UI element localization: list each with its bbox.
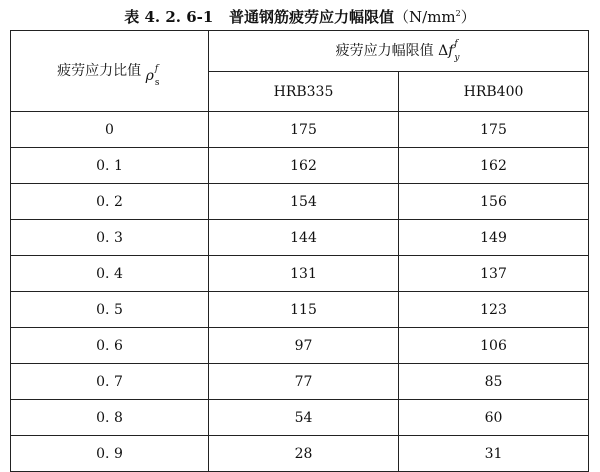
hrb400-cell: 149 <box>399 220 589 256</box>
ratio-cell: 0. 8 <box>11 400 209 436</box>
hrb335-cell: 144 <box>209 220 399 256</box>
hrb400-cell: 85 <box>399 364 589 400</box>
ratio-cell: 0. 6 <box>11 328 209 364</box>
ratio-cell: 0. 5 <box>11 292 209 328</box>
limit-symbol: Δf f y <box>438 39 460 63</box>
table-row <box>11 328 589 364</box>
hrb335-cell: 54 <box>209 400 399 436</box>
hrb400-cell: 175 <box>399 112 589 148</box>
hrb400-cell: 106 <box>399 328 589 364</box>
hrb400-cell: 60 <box>399 400 589 436</box>
table-row <box>11 148 589 184</box>
table-title-text: 普通钢筋疲劳应力幅限值 <box>229 8 395 26</box>
column-header-hrb335: HRB335 <box>209 72 399 112</box>
hrb335-cell: 175 <box>209 112 399 148</box>
hrb400-cell: 31 <box>399 436 589 472</box>
ratio-cell: 0. 1 <box>11 148 209 184</box>
hrb335-cell: 131 <box>209 256 399 292</box>
table-row <box>11 184 589 220</box>
hrb335-cell: 97 <box>209 328 399 364</box>
table-row <box>11 256 589 292</box>
table-title <box>0 6 600 27</box>
hrb335-cell: 162 <box>209 148 399 184</box>
column-header-hrb400: HRB400 <box>399 72 589 112</box>
ratio-cell: 0 <box>11 112 209 148</box>
hrb335-cell: 154 <box>209 184 399 220</box>
limit-header-cell: 疲劳应力幅限值 Δf f y <box>209 31 589 72</box>
hrb335-cell: 115 <box>209 292 399 328</box>
hrb400-cell: 123 <box>399 292 589 328</box>
hrb335-cell: 77 <box>209 364 399 400</box>
table-row <box>11 292 589 328</box>
table-row <box>11 220 589 256</box>
hrb335-cell: 28 <box>209 436 399 472</box>
table-row <box>11 400 589 436</box>
hrb400-cell: 156 <box>399 184 589 220</box>
hrb400-cell: 137 <box>399 256 589 292</box>
ratio-symbol: ρ f s <box>145 64 160 88</box>
ratio-cell: 0. 9 <box>11 436 209 472</box>
header-row <box>11 31 589 72</box>
table-row <box>11 364 589 400</box>
fatigue-stress-table <box>10 30 589 472</box>
ratio-header-cell: 疲劳应力比值 ρ f s <box>11 31 209 112</box>
table-row <box>11 436 589 472</box>
table-number: 表 4. 2. 6-1 <box>124 8 214 26</box>
ratio-cell: 0. 2 <box>11 184 209 220</box>
ratio-cell: 0. 4 <box>11 256 209 292</box>
table-row <box>11 112 589 148</box>
hrb400-cell: 162 <box>399 148 589 184</box>
table-unit: $(N/mm^2)$ <box>394 8 476 26</box>
ratio-cell: 0. 3 <box>11 220 209 256</box>
ratio-cell: 0. 7 <box>11 364 209 400</box>
